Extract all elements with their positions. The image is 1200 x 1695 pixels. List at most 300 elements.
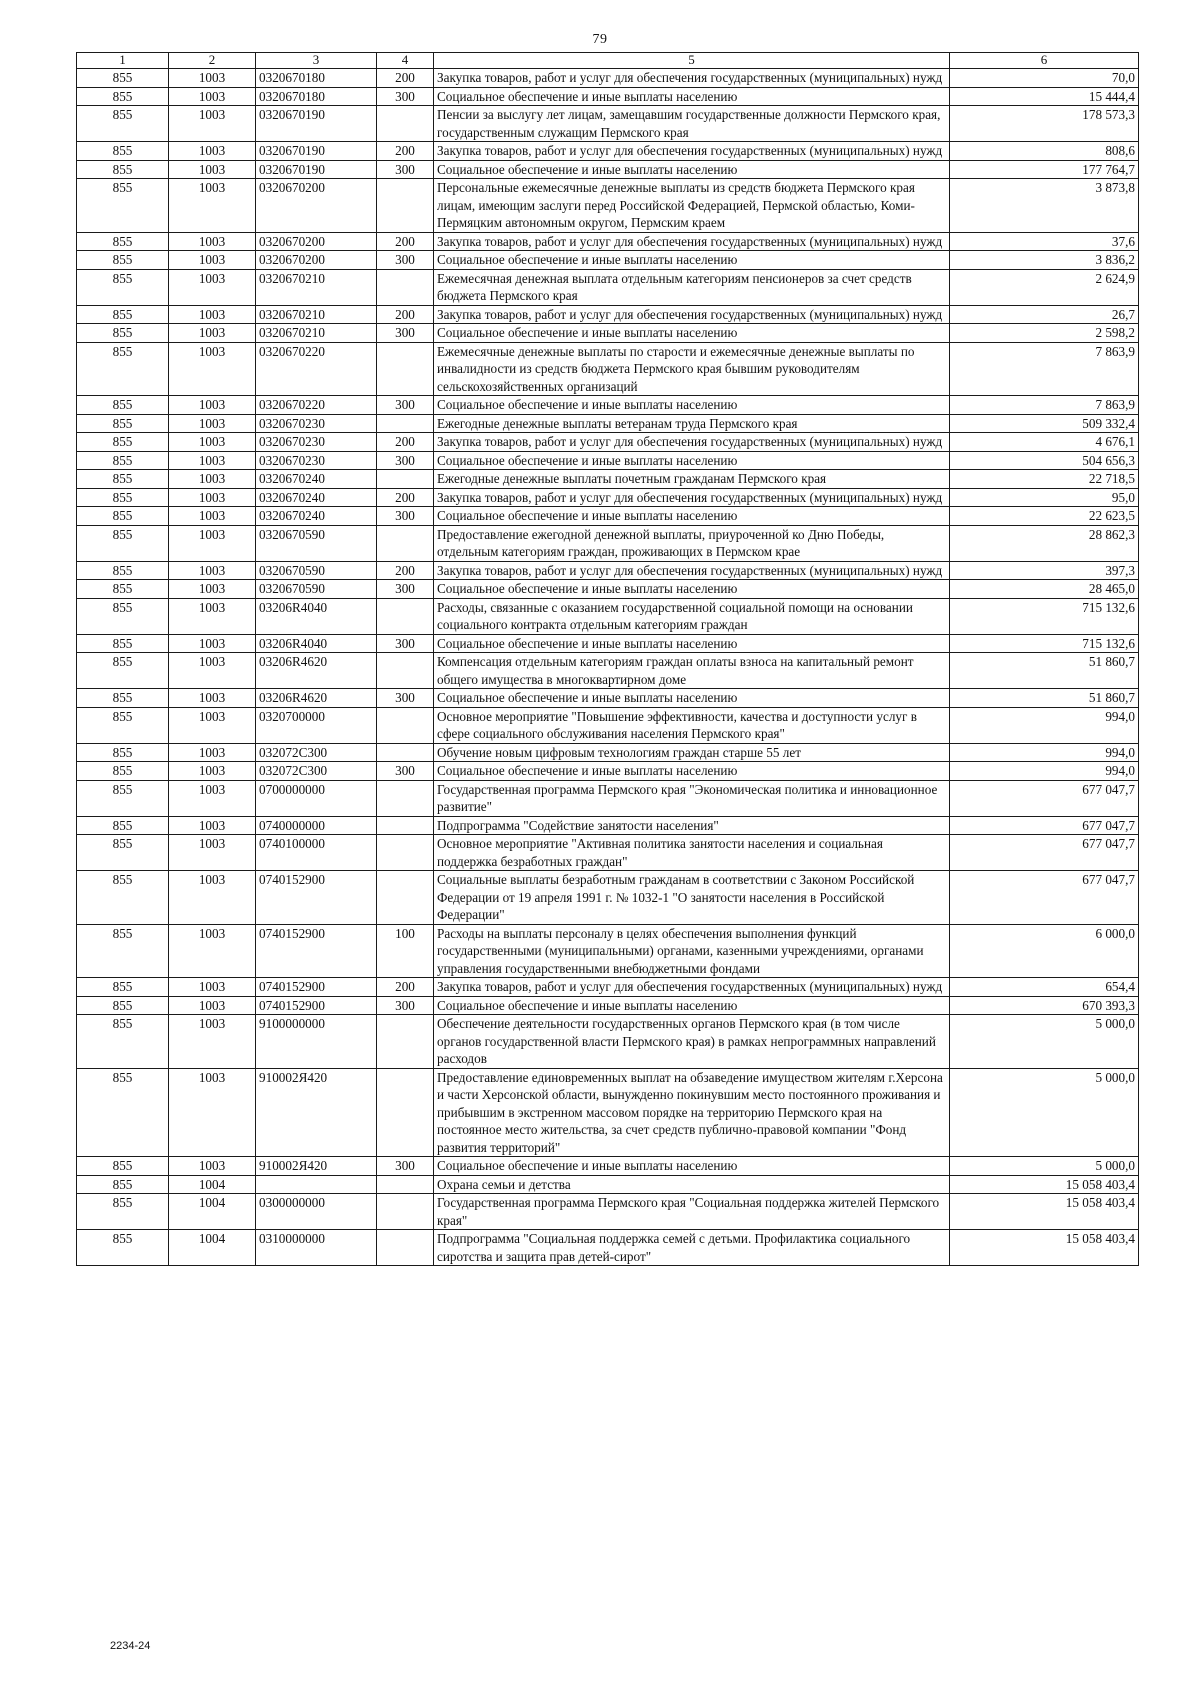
section-code-cell: 1003	[169, 924, 256, 978]
table-row	[77, 324, 1139, 343]
table-row	[77, 269, 1139, 305]
section-code-cell: 1003	[169, 525, 256, 561]
table-row	[77, 978, 1139, 997]
expense-type-cell: 300	[377, 396, 434, 415]
target-article-cell: 0320670180	[256, 87, 377, 106]
amount-cell: 2 598,2	[950, 324, 1139, 343]
amount-cell: 28 465,0	[950, 580, 1139, 599]
section-code-cell: 1003	[169, 634, 256, 653]
table-row	[77, 232, 1139, 251]
description-cell: Обеспечение деятельности государственных органов Пермского края (в том числе органов государственной власти Пермского края) в рамках непрограммных направлений расходов	[434, 1015, 950, 1069]
table-row	[77, 87, 1139, 106]
target-article-cell: 0320700000	[256, 707, 377, 743]
expense-type-cell: 300	[377, 507, 434, 526]
target-article-cell: 032072С300	[256, 743, 377, 762]
description-cell: Закупка товаров, работ и услуг для обеспечения государственных (муниципальных) нужд	[434, 488, 950, 507]
description-cell: Основное мероприятие "Повышение эффективности, качества и доступности услуг в сфере социального обслуживания населения Пермского края"	[434, 707, 950, 743]
expense-type-cell	[377, 743, 434, 762]
description-cell: Ежемесячные денежные выплаты по старости и ежемесячные денежные выплаты по инвалидности из средств бюджета Пермского края бывшим руководителям сельскохозяйственных организаций	[434, 342, 950, 396]
section-code-cell: 1003	[169, 179, 256, 233]
expense-type-cell: 300	[377, 1157, 434, 1176]
description-cell: Государственная программа Пермского края "Социальная поддержка жителей Пермского края"	[434, 1194, 950, 1230]
table-row	[77, 816, 1139, 835]
target-article-cell: 03206R4040	[256, 634, 377, 653]
description-cell: Предоставление ежегодной денежной выплаты, приуроченной ко Дню Победы, отдельным категориям граждан, проживающих в Пермском крае	[434, 525, 950, 561]
amount-cell: 28 862,3	[950, 525, 1139, 561]
target-article-cell: 0320670240	[256, 488, 377, 507]
amount-cell: 15 058 403,4	[950, 1194, 1139, 1230]
expense-type-cell	[377, 269, 434, 305]
section-code-cell: 1003	[169, 978, 256, 997]
ministry-code-cell: 855	[77, 433, 169, 452]
section-code-cell: 1004	[169, 1194, 256, 1230]
expense-type-cell: 200	[377, 69, 434, 88]
ministry-code-cell: 855	[77, 996, 169, 1015]
ministry-code-cell: 855	[77, 835, 169, 871]
ministry-code-cell: 855	[77, 689, 169, 708]
ministry-code-cell: 855	[77, 598, 169, 634]
description-cell: Социальное обеспечение и иные выплаты населению	[434, 689, 950, 708]
expense-type-cell	[377, 835, 434, 871]
expense-type-cell: 200	[377, 305, 434, 324]
section-code-cell: 1003	[169, 871, 256, 925]
expense-type-cell	[377, 106, 434, 142]
table-row	[77, 1157, 1139, 1176]
target-article-cell: 0320670240	[256, 470, 377, 489]
amount-cell: 177 764,7	[950, 160, 1139, 179]
amount-cell: 5 000,0	[950, 1015, 1139, 1069]
section-code-cell: 1003	[169, 87, 256, 106]
ministry-code-cell: 855	[77, 871, 169, 925]
description-cell: Закупка товаров, работ и услуг для обеспечения государственных (муниципальных) нужд	[434, 978, 950, 997]
section-code-cell: 1003	[169, 160, 256, 179]
description-cell: Обучение новым цифровым технологиям граждан старше 55 лет	[434, 743, 950, 762]
expense-type-cell	[377, 598, 434, 634]
ministry-code-cell: 855	[77, 69, 169, 88]
expense-type-cell: 300	[377, 160, 434, 179]
expense-type-cell	[377, 470, 434, 489]
target-article-cell: 0320670210	[256, 324, 377, 343]
section-code-cell: 1003	[169, 762, 256, 781]
section-code-cell: 1003	[169, 653, 256, 689]
amount-cell: 715 132,6	[950, 598, 1139, 634]
ministry-code-cell: 855	[77, 525, 169, 561]
table-row	[77, 634, 1139, 653]
expense-type-cell	[377, 780, 434, 816]
ministry-code-cell: 855	[77, 470, 169, 489]
description-cell: Социальное обеспечение и иные выплаты населению	[434, 1157, 950, 1176]
section-code-cell: 1003	[169, 507, 256, 526]
table-row	[77, 598, 1139, 634]
description-cell: Социальное обеспечение и иные выплаты населению	[434, 451, 950, 470]
column-header: 4	[377, 53, 434, 69]
amount-cell: 994,0	[950, 762, 1139, 781]
table-row	[77, 1230, 1139, 1266]
expense-type-cell: 300	[377, 689, 434, 708]
section-code-cell: 1003	[169, 396, 256, 415]
target-article-cell: 910002Я420	[256, 1068, 377, 1157]
document-code: 2234-24	[110, 1640, 151, 1652]
table-row	[77, 743, 1139, 762]
target-article-cell: 032072С300	[256, 762, 377, 781]
section-code-cell: 1003	[169, 1068, 256, 1157]
amount-cell: 51 860,7	[950, 689, 1139, 708]
table-row	[77, 1068, 1139, 1157]
description-cell: Социальное обеспечение и иные выплаты населению	[434, 251, 950, 270]
amount-cell: 37,6	[950, 232, 1139, 251]
ministry-code-cell: 855	[77, 1194, 169, 1230]
target-article-cell: 0320670200	[256, 179, 377, 233]
target-article-cell: 0320670210	[256, 269, 377, 305]
target-article-cell: 0320670190	[256, 160, 377, 179]
section-code-cell: 1003	[169, 269, 256, 305]
description-cell: Социальное обеспечение и иные выплаты населению	[434, 160, 950, 179]
ministry-code-cell: 855	[77, 269, 169, 305]
target-article-cell	[256, 1175, 377, 1194]
ministry-code-cell: 855	[77, 561, 169, 580]
target-article-cell: 9100000000	[256, 1015, 377, 1069]
section-code-cell: 1004	[169, 1175, 256, 1194]
amount-cell: 2 624,9	[950, 269, 1139, 305]
table-row	[77, 451, 1139, 470]
amount-cell: 504 656,3	[950, 451, 1139, 470]
section-code-cell: 1003	[169, 414, 256, 433]
ministry-code-cell: 855	[77, 87, 169, 106]
description-cell: Социальное обеспечение и иные выплаты населению	[434, 996, 950, 1015]
table-row	[77, 707, 1139, 743]
description-cell: Подпрограмма "Содействие занятости населения"	[434, 816, 950, 835]
section-code-cell: 1003	[169, 342, 256, 396]
expense-type-cell: 100	[377, 924, 434, 978]
expense-type-cell	[377, 179, 434, 233]
ministry-code-cell: 855	[77, 580, 169, 599]
description-cell: Компенсация отдельным категориям граждан оплаты взноса на капитальный ремонт общего имущества в многоквартирном доме	[434, 653, 950, 689]
amount-cell: 5 000,0	[950, 1157, 1139, 1176]
ministry-code-cell: 855	[77, 414, 169, 433]
amount-cell: 70,0	[950, 69, 1139, 88]
description-cell: Ежегодные денежные выплаты почетным гражданам Пермского края	[434, 470, 950, 489]
ministry-code-cell: 855	[77, 232, 169, 251]
expense-type-cell	[377, 525, 434, 561]
section-code-cell: 1003	[169, 598, 256, 634]
ministry-code-cell: 855	[77, 396, 169, 415]
amount-cell: 15 058 403,4	[950, 1175, 1139, 1194]
expense-type-cell	[377, 871, 434, 925]
target-article-cell: 0740152900	[256, 978, 377, 997]
target-article-cell: 0320670200	[256, 251, 377, 270]
description-cell: Социальное обеспечение и иные выплаты населению	[434, 634, 950, 653]
amount-cell: 509 332,4	[950, 414, 1139, 433]
expense-type-cell: 300	[377, 251, 434, 270]
ministry-code-cell: 855	[77, 1015, 169, 1069]
ministry-code-cell: 855	[77, 978, 169, 997]
ministry-code-cell: 855	[77, 106, 169, 142]
ministry-code-cell: 855	[77, 179, 169, 233]
expense-type-cell	[377, 653, 434, 689]
table-row	[77, 488, 1139, 507]
ministry-code-cell: 855	[77, 1230, 169, 1266]
target-article-cell: 910002Я420	[256, 1157, 377, 1176]
expense-type-cell	[377, 816, 434, 835]
table-row	[77, 1175, 1139, 1194]
description-cell: Предоставление единовременных выплат на обзаведение имуществом жителям г.Херсона и части Херсонской области, вынужденно покинувшим место постоянного проживания и прибывшим в экстренном массовом порядке на территорию Пермского края на постоянное место жительства, за счет средств публично-правовой компании "Фонд развития территорий"	[434, 1068, 950, 1157]
target-article-cell: 0320670190	[256, 142, 377, 161]
table-row	[77, 507, 1139, 526]
target-article-cell: 0320670220	[256, 396, 377, 415]
description-cell: Подпрограмма "Социальная поддержка семей с детьми. Профилактика социального сиротства и защита прав детей-сирот"	[434, 1230, 950, 1266]
table-row	[77, 580, 1139, 599]
column-header: 1	[77, 53, 169, 69]
amount-cell: 4 676,1	[950, 433, 1139, 452]
section-code-cell: 1003	[169, 1015, 256, 1069]
section-code-cell: 1003	[169, 707, 256, 743]
expense-type-cell	[377, 1015, 434, 1069]
target-article-cell: 0740152900	[256, 871, 377, 925]
description-cell: Социальное обеспечение и иные выплаты населению	[434, 324, 950, 343]
ministry-code-cell: 855	[77, 816, 169, 835]
table-row	[77, 561, 1139, 580]
ministry-code-cell: 855	[77, 305, 169, 324]
amount-cell: 808,6	[950, 142, 1139, 161]
expense-type-cell: 200	[377, 232, 434, 251]
page-number: 79	[592, 32, 608, 47]
ministry-code-cell: 855	[77, 160, 169, 179]
table-row	[77, 69, 1139, 88]
amount-cell: 715 132,6	[950, 634, 1139, 653]
target-article-cell: 0320670210	[256, 305, 377, 324]
description-cell: Основное мероприятие "Активная политика занятости населения и социальная поддержка безработных граждан"	[434, 835, 950, 871]
amount-cell: 3 873,8	[950, 179, 1139, 233]
expense-type-cell: 300	[377, 580, 434, 599]
description-cell: Закупка товаров, работ и услуг для обеспечения государственных (муниципальных) нужд	[434, 561, 950, 580]
expense-type-cell: 200	[377, 978, 434, 997]
description-cell: Социальное обеспечение и иные выплаты населению	[434, 396, 950, 415]
section-code-cell: 1003	[169, 251, 256, 270]
expense-type-cell: 300	[377, 324, 434, 343]
table-row	[77, 470, 1139, 489]
ministry-code-cell: 855	[77, 1175, 169, 1194]
target-article-cell: 0310000000	[256, 1230, 377, 1266]
table-row	[77, 924, 1139, 978]
amount-cell: 994,0	[950, 743, 1139, 762]
description-cell: Государственная программа Пермского края "Экономическая политика и инновационное развитие"	[434, 780, 950, 816]
target-article-cell: 0740000000	[256, 816, 377, 835]
table-row	[77, 1015, 1139, 1069]
section-code-cell: 1003	[169, 69, 256, 88]
table-row	[77, 414, 1139, 433]
expense-type-cell	[377, 1194, 434, 1230]
amount-cell: 95,0	[950, 488, 1139, 507]
section-code-cell: 1003	[169, 106, 256, 142]
amount-cell: 397,3	[950, 561, 1139, 580]
ministry-code-cell: 855	[77, 653, 169, 689]
amount-cell: 15 444,4	[950, 87, 1139, 106]
expense-type-cell: 200	[377, 142, 434, 161]
table-row	[77, 142, 1139, 161]
section-code-cell: 1003	[169, 142, 256, 161]
ministry-code-cell: 855	[77, 451, 169, 470]
ministry-code-cell: 855	[77, 924, 169, 978]
section-code-cell: 1003	[169, 324, 256, 343]
ministry-code-cell: 855	[77, 762, 169, 781]
description-cell: Социальное обеспечение и иные выплаты населению	[434, 580, 950, 599]
target-article-cell: 0320670200	[256, 232, 377, 251]
section-code-cell: 1003	[169, 996, 256, 1015]
table-row	[77, 305, 1139, 324]
section-code-cell: 1003	[169, 689, 256, 708]
column-header: 5	[434, 53, 950, 69]
description-cell: Закупка товаров, работ и услуг для обеспечения государственных (муниципальных) нужд	[434, 305, 950, 324]
section-code-cell: 1004	[169, 1230, 256, 1266]
target-article-cell: 0320670240	[256, 507, 377, 526]
amount-cell: 677 047,7	[950, 780, 1139, 816]
ministry-code-cell: 855	[77, 634, 169, 653]
description-cell: Закупка товаров, работ и услуг для обеспечения государственных (муниципальных) нужд	[434, 69, 950, 88]
amount-cell: 51 860,7	[950, 653, 1139, 689]
target-article-cell: 0320670220	[256, 342, 377, 396]
table-header-row	[77, 53, 1139, 69]
section-code-cell: 1003	[169, 780, 256, 816]
section-code-cell: 1003	[169, 232, 256, 251]
amount-cell: 670 393,3	[950, 996, 1139, 1015]
table-row	[77, 342, 1139, 396]
table-row	[77, 780, 1139, 816]
target-article-cell: 0700000000	[256, 780, 377, 816]
expense-type-cell: 200	[377, 488, 434, 507]
amount-cell: 178 573,3	[950, 106, 1139, 142]
target-article-cell: 0740152900	[256, 924, 377, 978]
target-article-cell: 0320670230	[256, 433, 377, 452]
description-cell: Ежегодные денежные выплаты ветеранам труда Пермского края	[434, 414, 950, 433]
section-code-cell: 1003	[169, 580, 256, 599]
amount-cell: 26,7	[950, 305, 1139, 324]
table-body	[77, 69, 1139, 1266]
expense-type-cell	[377, 414, 434, 433]
expense-type-cell: 300	[377, 762, 434, 781]
table-row	[77, 762, 1139, 781]
table-row	[77, 179, 1139, 233]
description-cell: Закупка товаров, работ и услуг для обеспечения государственных (муниципальных) нужд	[434, 232, 950, 251]
description-cell: Социальные выплаты безработным гражданам в соответствии с Законом Российской Федерации от 19 апреля 1991 г. № 1032-1 "О занятости населения в Российской Федерации"	[434, 871, 950, 925]
expense-type-cell: 200	[377, 561, 434, 580]
ministry-code-cell: 855	[77, 488, 169, 507]
amount-cell: 15 058 403,4	[950, 1230, 1139, 1266]
column-header: 6	[950, 53, 1139, 69]
ministry-code-cell: 855	[77, 707, 169, 743]
target-article-cell: 0320670190	[256, 106, 377, 142]
description-cell: Охрана семьи и детства	[434, 1175, 950, 1194]
target-article-cell: 0740152900	[256, 996, 377, 1015]
target-article-cell: 0740100000	[256, 835, 377, 871]
section-code-cell: 1003	[169, 488, 256, 507]
ministry-code-cell: 855	[77, 507, 169, 526]
ministry-code-cell: 855	[77, 342, 169, 396]
expense-type-cell	[377, 1175, 434, 1194]
description-cell: Персональные ежемесячные денежные выплаты из средств бюджета Пермского края лицам, имеющим заслуги перед Российской Федерацией, Пермской областью, Коми-Пермяцким автономным округом, Пермским краем	[434, 179, 950, 233]
target-article-cell: 0320670230	[256, 451, 377, 470]
description-cell: Расходы на выплаты персоналу в целях обеспечения выполнения функций государственными (муниципальными) органами, казенными учреждениями, органами управления государственными внебюджетными фондами	[434, 924, 950, 978]
target-article-cell: 03206R4620	[256, 653, 377, 689]
description-cell: Социальное обеспечение и иные выплаты населению	[434, 762, 950, 781]
ministry-code-cell: 855	[77, 142, 169, 161]
expense-type-cell: 300	[377, 451, 434, 470]
section-code-cell: 1003	[169, 1157, 256, 1176]
amount-cell: 3 836,2	[950, 251, 1139, 270]
target-article-cell: 0320670590	[256, 561, 377, 580]
section-code-cell: 1003	[169, 305, 256, 324]
section-code-cell: 1003	[169, 451, 256, 470]
amount-cell: 7 863,9	[950, 342, 1139, 396]
table-row	[77, 653, 1139, 689]
column-header: 2	[169, 53, 256, 69]
target-article-cell: 03206R4040	[256, 598, 377, 634]
table-row	[77, 160, 1139, 179]
description-cell: Закупка товаров, работ и услуг для обеспечения государственных (муниципальных) нужд	[434, 142, 950, 161]
amount-cell: 677 047,7	[950, 835, 1139, 871]
description-cell: Ежемесячная денежная выплата отдельным категориям пенсионеров за счет средств бюджета Пермского края	[434, 269, 950, 305]
expense-type-cell: 200	[377, 433, 434, 452]
ministry-code-cell: 855	[77, 743, 169, 762]
target-article-cell: 0320670590	[256, 525, 377, 561]
table-row	[77, 396, 1139, 415]
expense-type-cell: 300	[377, 634, 434, 653]
amount-cell: 5 000,0	[950, 1068, 1139, 1157]
description-cell: Социальное обеспечение и иные выплаты населению	[434, 507, 950, 526]
amount-cell: 994,0	[950, 707, 1139, 743]
description-cell: Расходы, связанные с оказанием государственной социальной помощи на основании социального контракта отдельным категориям граждан	[434, 598, 950, 634]
target-article-cell: 0300000000	[256, 1194, 377, 1230]
target-article-cell: 0320670180	[256, 69, 377, 88]
table-row	[77, 1194, 1139, 1230]
expense-type-cell	[377, 1068, 434, 1157]
expense-type-cell: 300	[377, 996, 434, 1015]
expense-type-cell	[377, 342, 434, 396]
ministry-code-cell: 855	[77, 251, 169, 270]
amount-cell: 677 047,7	[950, 816, 1139, 835]
table-row	[77, 996, 1139, 1015]
section-code-cell: 1003	[169, 561, 256, 580]
description-cell: Социальное обеспечение и иные выплаты населению	[434, 87, 950, 106]
ministry-code-cell: 855	[77, 1068, 169, 1157]
section-code-cell: 1003	[169, 470, 256, 489]
ministry-code-cell: 855	[77, 1157, 169, 1176]
table-row	[77, 871, 1139, 925]
amount-cell: 22 623,5	[950, 507, 1139, 526]
expense-type-cell: 300	[377, 87, 434, 106]
ministry-code-cell: 855	[77, 780, 169, 816]
table-row	[77, 525, 1139, 561]
section-code-cell: 1003	[169, 433, 256, 452]
table-row	[77, 689, 1139, 708]
section-code-cell: 1003	[169, 816, 256, 835]
expense-type-cell	[377, 1230, 434, 1266]
amount-cell: 654,4	[950, 978, 1139, 997]
table-row	[77, 106, 1139, 142]
budget-table	[76, 52, 1139, 1266]
ministry-code-cell: 855	[77, 324, 169, 343]
amount-cell: 677 047,7	[950, 871, 1139, 925]
column-header: 3	[256, 53, 377, 69]
table-row	[77, 251, 1139, 270]
table-row	[77, 433, 1139, 452]
amount-cell: 22 718,5	[950, 470, 1139, 489]
description-cell: Пенсии за выслугу лет лицам, замещавшим государственные должности Пермского края, государственным служащим Пермского края	[434, 106, 950, 142]
target-article-cell: 0320670590	[256, 580, 377, 599]
amount-cell: 7 863,9	[950, 396, 1139, 415]
target-article-cell: 0320670230	[256, 414, 377, 433]
section-code-cell: 1003	[169, 743, 256, 762]
table-row	[77, 835, 1139, 871]
